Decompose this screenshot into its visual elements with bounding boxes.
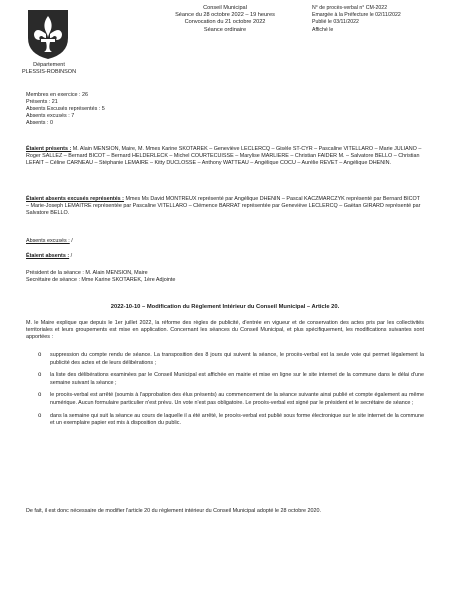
represented-section (26, 196, 424, 217)
pv-number: N° de procès-verbal n° CM-2022 (312, 5, 388, 11)
town-name (14, 62, 84, 76)
absent-value: / (70, 253, 73, 259)
bullet-icon: o (38, 352, 42, 358)
represented-list: Mmes Ms David MONTREUX représenté par Angélique DHENIN – Pascal KACZMARCZYK représenté par Bernard BICOT – Marie-Joseph LEMAITRE représentée par Pascaline VITELLARO – Clémence BARRAT représentée par Geneviève LECLERCQ – Gaëtan GIRARD représenté par Salvatore BELLO. (26, 196, 421, 216)
council-title: Conseil Municipal (203, 5, 247, 11)
filing-stamp (312, 5, 442, 34)
absent-excused-row (26, 238, 226, 245)
represented-count: Absents Excusés représentés : 5 (26, 106, 105, 112)
town-line-1: Département (33, 62, 65, 68)
closing-paragraph: De fait, il est donc nécessaire de modifier l'article 20 du règlement intérieur du Conseil Municipal adopté le 28 octobre 2020. (26, 508, 321, 514)
session-date: Séance du 28 octobre 2022 – 19 heures (175, 12, 275, 19)
bullet-icon: o (38, 412, 42, 419)
present-list: M. Alain MENSION, Maire, M. Mmes Karine SKOTAREK – Geneviève LECLERCQ – Gisèle ST-CYR – Pascaline VITELLARO – Marie JULIANO – Roger SALLEZ – Bernard BICOT – Bernard HELDERLECK – Michel COURTECUISSE – Marylise MARLIERE – Christian FAIDER M. – Salvatore BELLO – Christian LEFAIT – Céline CARNEAU – Stéphanie LEMAIRE – Kitty DUCLOSSE – Anthony WATTEAU – Angélique COCU – Aurélie REVET – Angélique DHENIN. (26, 146, 422, 166)
absent-label: Étaient absents : (26, 253, 70, 259)
absent-count: Absents : 0 (26, 120, 53, 126)
bullet-list (38, 352, 424, 428)
intro-paragraph: M. le Maire explique que depuis le 1er juillet 2022, la réforme des règles de publicité, d'entrée en vigueur et de conservation des actes pris par les collectivités territoriales et leurs groupements est mise en application. Concernant les séances du Conseil Municipal, et plus spécifiquement, les modifications suivantes sont apportées : (26, 320, 424, 340)
agenda-item-title: 2022-10-10 – Modification du Règlement Intérieur du Conseil Municipal – Article 20. (110, 304, 340, 310)
town-line-2: PLESSIS-ROBINSON (21, 69, 77, 75)
members-count: Membres en exercice : 26 (26, 92, 89, 98)
bullet-text: la liste des délibérations examinées par le Conseil Municipal est affichée en mairie et mise en ligne sur le site internet de la commune dans le délai d'une semaine suivant la séance ; (50, 372, 424, 386)
list-item (38, 352, 424, 367)
list-item (38, 413, 424, 428)
meeting-header (150, 5, 300, 34)
officers (26, 270, 386, 284)
session-secretary: Secrétaire de séance : Mme Karine SKOTAREK, 1ère Adjointe (26, 277, 176, 283)
excused-count: Absents excusés : 7 (26, 113, 75, 119)
posted-date: Affiché le (312, 26, 334, 33)
bullet-icon: o (38, 372, 42, 379)
bullet-text: suppression du compte rendu de séance. La transposition des 8 jours qui suivent la séance, le procès-verbal est la seule voie qui permet légalement la publicité des actes et de leurs délibérations ; (50, 352, 424, 366)
list-item (38, 372, 424, 387)
absent-excused-value: / (71, 238, 73, 244)
prefecture-date: Emargée à la Préfecture le 02/11/2022 (312, 12, 401, 19)
convocation-date: Convocation du 21 octobre 2022 (184, 19, 266, 26)
bullet-icon: o (38, 392, 42, 399)
published-date: Publié le 03/11/2022 (312, 19, 359, 26)
session-president: Président de la séance : M. Alain MENSION, Maire (26, 270, 148, 276)
fleur-de-lis-icon (26, 8, 70, 60)
present-section (26, 146, 424, 167)
present-count: Présents : 21 (26, 99, 58, 105)
absent-row (26, 253, 226, 260)
absent-excused-label: Absents excusés : (26, 238, 70, 244)
bullet-text: dans la semaine qui suit la séance au cours de laquelle il a été arrêté, le procès-verbal est publié sous forme électronique sur le site internet de la commune et un exemplaire papier est mis à disposition du public. (50, 412, 424, 427)
bullet-text: le procès-verbal est arrêté (soumis à l'approbation des élus présents) au commencement de la séance suivante ainsi publié et compte également au même numérique. Aucun formulaire particulier n'est prévu. Un vote n'est pas obligatoire. Le procès-verbal est signé par le président et le secrétaire de séance ; (50, 392, 424, 406)
list-item (38, 392, 424, 407)
session-type: Séance ordinaire (203, 26, 247, 33)
represented-label: Étaient absents excusés représentés : (26, 196, 124, 202)
present-label: Étaient présents : (26, 146, 72, 152)
attendance-counts (26, 92, 226, 127)
